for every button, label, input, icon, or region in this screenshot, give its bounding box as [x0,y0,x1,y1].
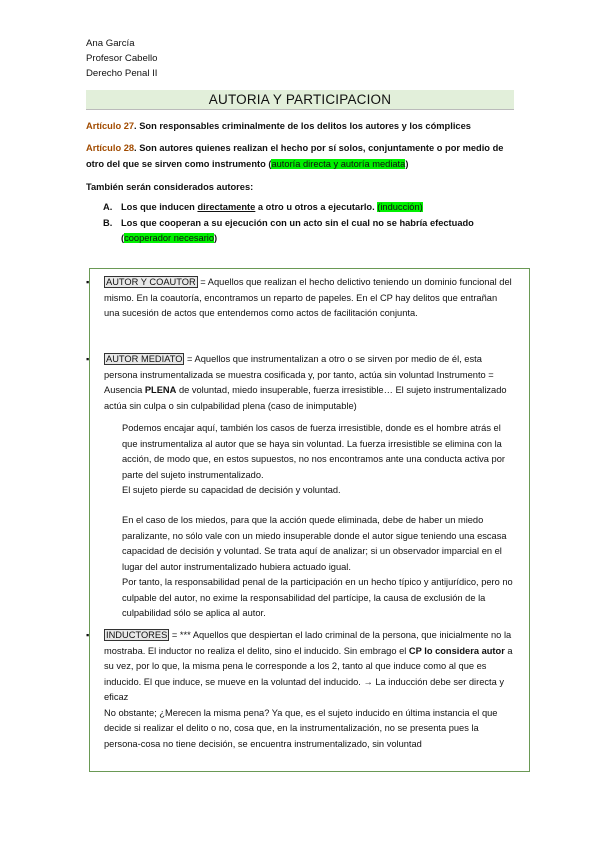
list-item-b: B. Los que cooperan a su ejecución con un acto sin el cual no se habría efectuado (cooperador necesario) [103,217,474,243]
also-authors-heading: También serán considerados autores: [86,182,254,192]
article-27 [86,119,516,135]
article-28 [86,141,516,172]
article-27-text: . Son responsables criminalmente de los delitos los autores y los cómplices [134,121,471,131]
list-item-a: A. Los que inducen directamente a otro u otros a ejecutarlo. (inducción) [103,202,423,212]
article-28-highlight: autoría directa y autoría mediata [271,158,406,169]
bullet: ▪ [86,277,90,287]
authors-list [103,200,513,247]
cooperador-highlight: cooperador necesario [124,233,215,243]
autor-mediato-item: ▪ AUTOR MEDIATO = Aquellos que instrumentalizan a otro o se sirven por medio de él, esta persona instrumentalizada se muestra cosificada y, por tanto, actúa sin voluntad Instrumento = Ausencia PLENA de voluntad, miedo insuperable, fuerza irresistible… El sujeto instrumentalizado actúa sin culpa o sin culpabilidad plena (caso de inimputable) [86,354,507,411]
autor-coautor-item: ▪ AUTOR Y COAUTOR = Aquellos que realizan el hecho delictivo teniendo un dominio funcional del mismo. En la coautoría, encontramos un reparto de papeles. En el CP hay delitos que entrañan una sucesión de actos que entendemos como actos de facilitación conjunta. [86,277,512,318]
article-28-ref: Artículo 28 [86,143,135,153]
underlined-word: directamente [197,202,256,212]
inductores-tag: INDUCTORES [106,630,168,640]
course-name: Derecho Penal II [86,68,158,79]
induccion-highlight: (inducción) [377,202,423,212]
article-28-open: ( [268,158,272,169]
bullet: ▪ [86,354,90,364]
bullet: ▪ [86,630,90,640]
autor-coautor-tag: AUTOR Y COAUTOR [106,277,196,287]
article-28-close: ) [405,158,409,169]
document-header [86,36,157,81]
podemos-paragraph: Podemos encajar aquí, también los casos de fuerza irresistible, donde es el hombre atrás el que instrumentaliza al autor que se haya sin voluntad. La fuerza irresistible se elimina con la acción, de modo que, en estos supuestos, no nos encontramos ante una conducta activa por parte del sujeto instrumentalizado. El sujeto pierde su capacidad de decisión y voluntad. [122,423,505,495]
article-28-text: . Son autores quienes realizan el hecho por sí solos, conjuntamente o por medio de otro del que se sirven como instrumento [86,143,504,169]
autor-mediato-tag: AUTOR MEDIATO [106,354,183,364]
professor-name: Profesor Cabello [86,53,158,64]
page-title: AUTORIA Y PARTICIPACION [86,90,514,110]
inductores-item: ▪ INDUCTORES = *** Aquellos que despiertan el lado criminal de la persona, que inicialmente no la mostraba. El inductor no realiza el delito, sino el inducido. Sin embrago el CP lo considera autor a su vez, por lo que, la misma pena le corresponde a los 2, tanto al que induce como al que es inducido. El que induce, se mueve en la voluntad del inducido. → La inducción debe ser directa y eficaz No obstante; ¿Merecen la misma pena? Ya que, es el sujeto inducido en última instancia el que decide si realizar el delito o no, cosa que, en la instrumentalización, no se presenta pues la persona-cosa no tiene decisión, se encuentra instrumentalizado, sin voluntad [86,630,513,749]
article-27-ref: Artículo 27 [86,121,135,131]
author-name: Ana García [86,38,135,49]
miedos-paragraph: En el caso de los miedos, para que la acción quede eliminada, debe de haber un miedo paralizante, no sólo vale con un miedo insuperable donde el autor sigue teniendo una escasa capacidad de decisión y voluntad. Se trata aquí de analizar; si un observador imparcial en el lugar del autor instrumentalizado hubiera actuado igual. Por tanto, la responsabilidad penal de la participación en un hecho típico y antijurídico, pero no culpable del autor, no exime la responsabilidad del partícipe, la causa de exclusión de la culpabilidad sólo se aplica al autor. [122,515,513,618]
